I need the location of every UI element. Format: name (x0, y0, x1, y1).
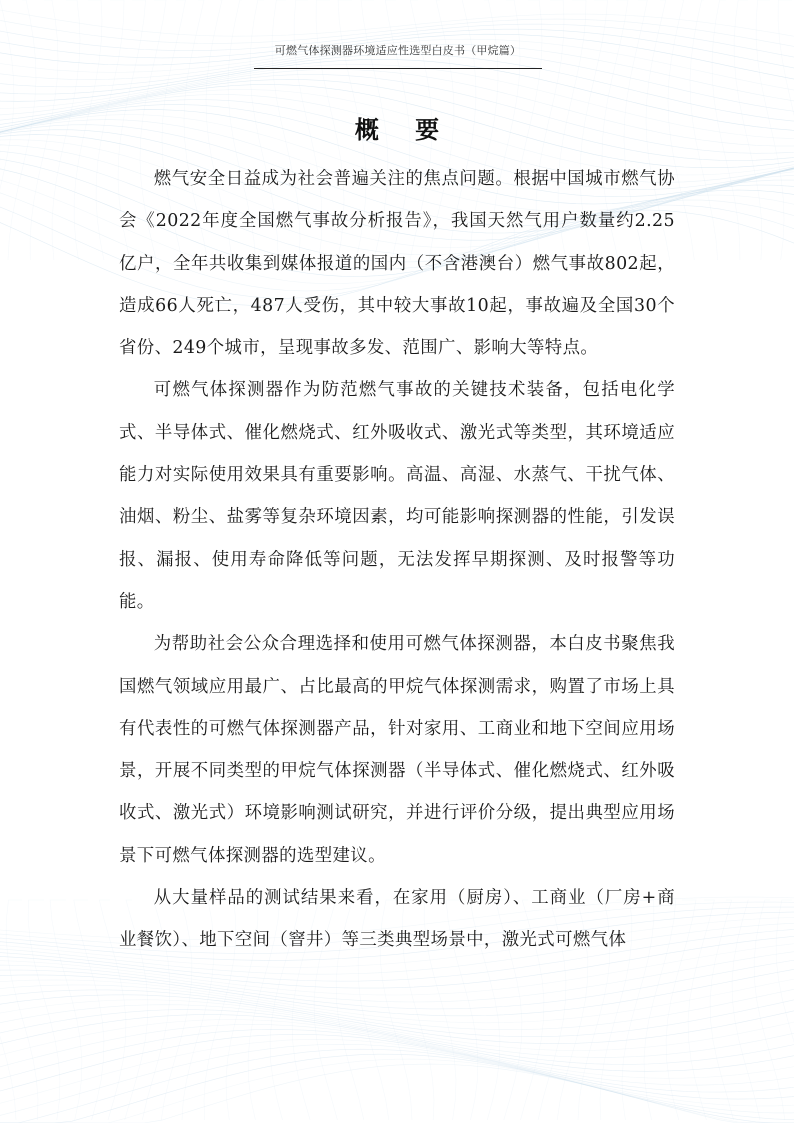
section-title: 概 要 (354, 116, 454, 144)
paragraph-1: 燃气安全日益成为社会普遍关注的焦点问题。根据中国城市燃气协会《2022年度全国燃气事故分析报告》，我国天然气用户数量约2.25亿户，全年共收集到媒体报道的国内（不含港澳台）燃气事故802起，造成66人死亡，487人受伤，其中较大事故10起，事故遍及全国30个省份、249个城市，呈现事故多发、范围广、影响大等特点。 (119, 169, 675, 359)
header-divider (254, 68, 542, 69)
paragraph-2: 可燃气体探测器作为防范燃气事故的关键技术装备，包括电化学式、半导体式、催化燃烧式、红外吸收式、激光式等类型，其环境适应能力对实际使用效果具有重要影响。高温、高湿、水蒸气、干扰气体、油烟、粉尘、盐雾等复杂环境因素，均可能影响探测器的性能，引发误报、漏报、使用寿命降低等问题，无法发挥早期探测、及时报警等功能。 (119, 380, 675, 612)
paragraph-3: 为帮助社会公众合理选择和使用可燃气体探测器，本白皮书聚焦我国燃气领域应用最广、占比最高的甲烷气体探测需求，购置了市场上具有代表性的可燃气体探测器产品，针对家用、工商业和地下空间应用场景，开展不同类型的甲烷气体探测器（半导体式、催化燃烧式、红外吸收式、激光式）环境影响测试研究，并进行评价分级，提出典型应用场景下可燃气体探测器的选型建议。 (119, 634, 675, 866)
running-header: 可燃气体探测器环境适应性选型白皮书（甲烷篇） (274, 44, 522, 57)
paragraph-4: 从大量样品的测试结果来看，在家用（厨房）、工商业（厂房+商业餐饮）、地下空间（窨井）等三类典型场景中，激光式可燃气体 (119, 888, 675, 951)
body-text (119, 158, 675, 962)
